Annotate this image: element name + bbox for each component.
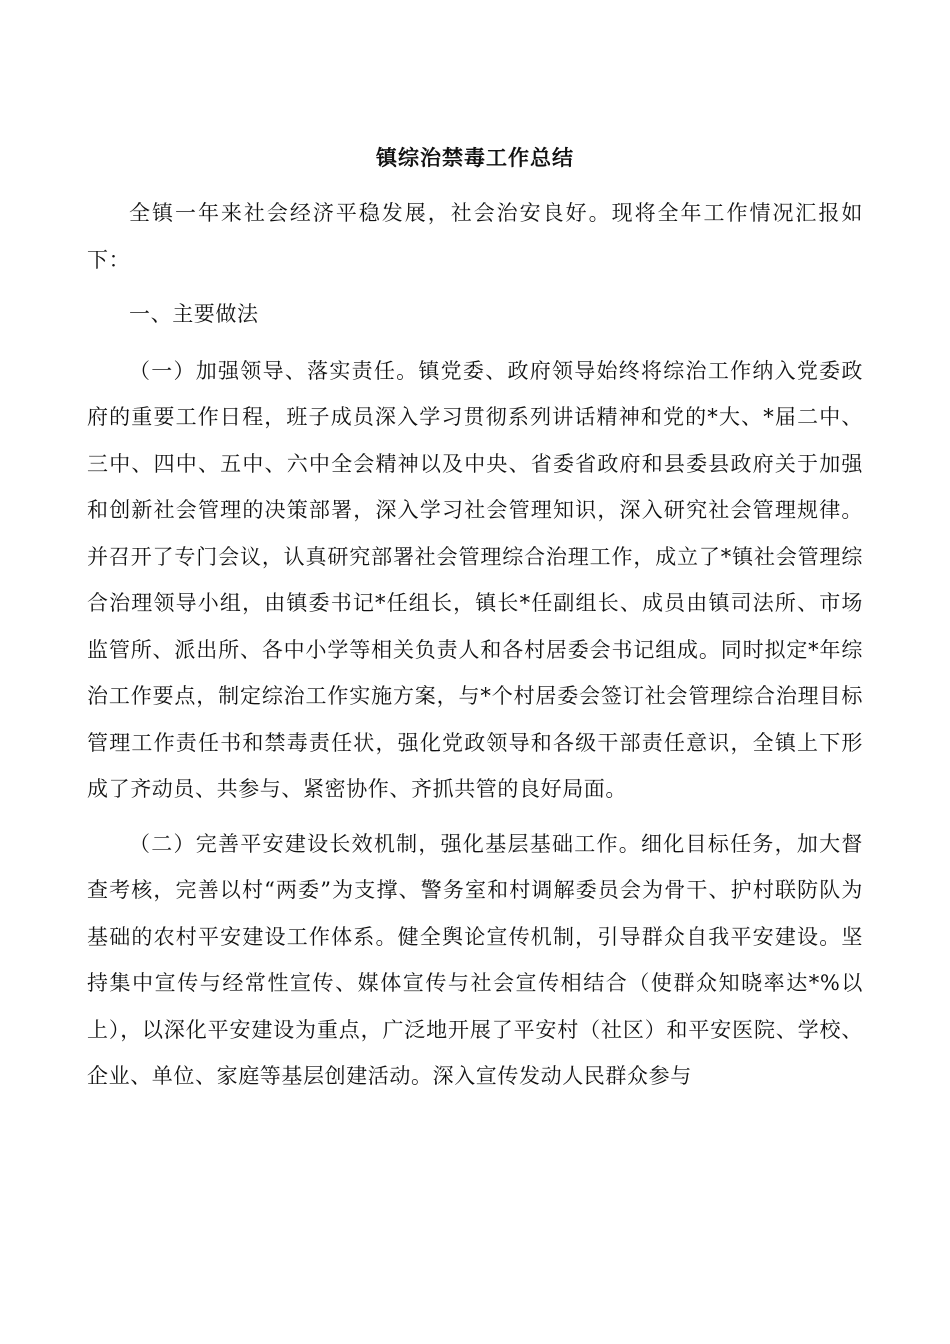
document-title: 镇综治禁毒工作总结	[376, 146, 574, 170]
intro-paragraph: 全镇一年来社会经济平稳发展，社会治安良好。现将全年工作情况汇报如下：	[87, 201, 863, 272]
section-heading: 一、主要做法	[129, 302, 259, 326]
paragraph-safety-mechanism: （二）完善平安建设长效机制，强化基层基础工作。细化目标任务，加大督查考核，完善以村“两委”为支撑、警务室和村调解委员会为骨干、护村联防队为基础的农村平安建设工作体系。健全舆论宣传机制，引导群众自我平安建设。坚持集中宣传与经常性宣传、媒体宣传与社会宣传相结合（使群众知晓率达*%以上），以深化平安建设为重点，广泛地开展了平安村（社区）和平安医院、学校、企业、单位、家庭等基层创建活动。深入宣传发动人民群众参与	[87, 831, 863, 1088]
document-body	[87, 190, 863, 1108]
paragraph-leadership: （一）加强领导、落实责任。镇党委、政府领导始终将综治工作纳入党委政府的重要工作日程，班子成员深入学习贯彻系列讲话精神和党的*大、*届二中、三中、四中、五中、六中全会精神以及中央、省委省政府和县委县政府关于加强和创新社会管理的决策部署，深入学习社会管理知识，深入研究社会管理规律。并召开了专门会议，认真研究部署社会管理综合治理工作，成立了*镇社会管理综合治理领导小组，由镇委书记*任组长，镇长*任副组长、成员由镇司法所、市场监管所、派出所、各中小学等相关负责人和各村居委会书记组成。同时拟定*年综治工作要点，制定综治工作实施方案，与*个村居委会签订社会管理综合治理目标管理工作责任书和禁毒责任状，强化党政领导和各级干部责任意识，全镇上下形成了齐动员、共参与、紧密协作、齐抓共管的良好局面。	[87, 358, 863, 801]
